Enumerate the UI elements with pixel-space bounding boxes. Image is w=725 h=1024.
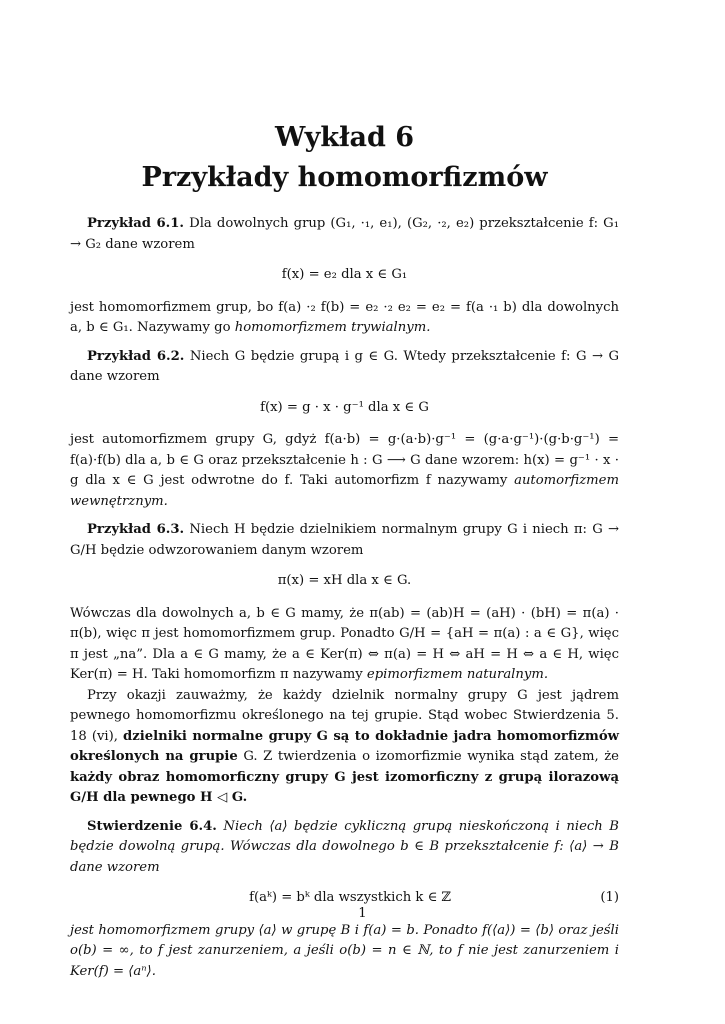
example-text: Niech G będzie grupą i g ∈ G. Wtedy przekształcenie f: G → G dane wzorem xyxy=(70,348,619,384)
remark-text: Przy okazji zauważmy, że każdy dzielnik normalny grupy G jest jądrem pewnego homomorfizmu określonego na tej grupie. Stąd wobec Stwierdzenia 5. 18 (vi), xyxy=(70,687,619,744)
example-6-1-continuation xyxy=(70,298,619,339)
statement-text: Niech ⟨a⟩ będzie cykliczną grupą nieskończoną i niech B będzie dowolną grupą. Wówczas dla dowolnego b ∈ B przekształcenie f: ⟨a⟩ → B dane wzorem xyxy=(70,818,620,875)
example-label: Przykład 6.3. xyxy=(87,522,185,537)
example-6-3-continuation xyxy=(70,604,619,686)
remark-bold: każdy obraz homomorficzny grupy G jest izomorficzny z grupą ilorazową G/H dla pewnego H ◁ G. xyxy=(70,769,619,805)
lecture-subtitle: Przykłady homomorfizmów xyxy=(141,162,548,193)
example-6-3 xyxy=(70,520,619,561)
lecture-title: Wykład 6 xyxy=(274,122,415,153)
remark-bold: dzielniki normalne grupy G są to dokładnie jadra homomorfizmów określonych na grupie xyxy=(70,728,619,764)
term: epimorfizmem naturalnym. xyxy=(366,667,549,682)
example-6-1 xyxy=(70,214,619,255)
page-content xyxy=(70,118,619,982)
continuation-text: jest homomorfizmem grup, bo f(a) ·₂ f(b) = e₂ ·₂ e₂ = e₂ = f(a ·₁ b) dla dowolnych a, b ∈ G₁. Nazywamy go xyxy=(70,299,619,335)
statement-6-4 xyxy=(70,817,619,879)
example-6-2 xyxy=(70,347,619,388)
term: automorfizmem wewnętrznym. xyxy=(70,473,619,509)
equation-number: (1) xyxy=(600,890,619,905)
continuation-text: jest automorfizmem grupy G, gdyż f(a·b) = g·(a·b)·g⁻¹ = (g·a·g⁻¹)·(g·b·g⁻¹) = f(a)·f(b) dla a, b ∈ G oraz przekształcenie h : G ⟶ G dane wzorem: h(x) = g⁻¹ · x · g dla x ∈ G jest odwrotne do f. Taki automorfizm f nazywamy xyxy=(70,432,619,488)
example-6-2-continuation xyxy=(70,430,619,512)
example-label: Przykład 6.2. xyxy=(87,348,185,364)
example-text: Niech H będzie dzielnikiem normalnym grupy G i niech π: G → G/H będzie odwzorowaniem danym wzorem xyxy=(70,522,620,558)
example-text: Dla dowolnych grup (G₁, ·₁, e₁), (G₂, ·₂, e₂) przekształcenie f: G₁ → G₂ dane wzorem xyxy=(70,216,619,252)
page-number: 1 xyxy=(358,906,367,921)
formula-6-2: f(x) = g · x · g⁻¹ dla x ∈ G xyxy=(260,399,429,415)
example-label: Przykład 6.1. xyxy=(87,216,185,231)
remark-text: G. Z twierdzenia o izomorfizmie wynika stąd zatem, że xyxy=(243,749,619,764)
formula-6-3: π(x) = xH dla x ∈ G. xyxy=(277,573,412,588)
statement-label: Stwierdzenie 6.4. xyxy=(87,818,217,834)
statement-6-4-continuation: jest homomorfizmem grupy ⟨a⟩ w grupę B i f(a) = b. Ponadto f(⟨a⟩) = ⟨b⟩ oraz jeśli o(b) = ∞, to f jest zanurzeniem, a jeśli o(b) = n ∈ ℕ, to f nie jest zanurzeniem i Ker(f) = ⟨aⁿ⟩. xyxy=(70,922,619,979)
formula-6-1: f(x) = e₂ dla x ∈ G₁ xyxy=(281,267,408,282)
continuation-text: Wówczas dla dowolnych a, b ∈ G mamy, że π(ab) = (ab)H = (aH) · (bH) = π(a) · π(b), więc π jest homomorfizmem grup. Ponadto G/H = {aH = π(a) : a ∈ G}, więc π jest „na”. Dla a ∈ G mamy, że a ∈ Ker(π) ⇔ π(a) = H ⇔ aH = H ⇔ a ∈ H, więc Ker(π) = H. Taki homomorfizm π nazywamy xyxy=(70,605,619,682)
term: homomorfizmem trywialnym. xyxy=(234,320,431,335)
normal-subgroup-remark xyxy=(70,686,619,809)
title-block xyxy=(70,118,619,198)
formula-text: f(aᵏ) = bᵏ dla wszystkich k ∈ ℤ xyxy=(249,890,452,905)
